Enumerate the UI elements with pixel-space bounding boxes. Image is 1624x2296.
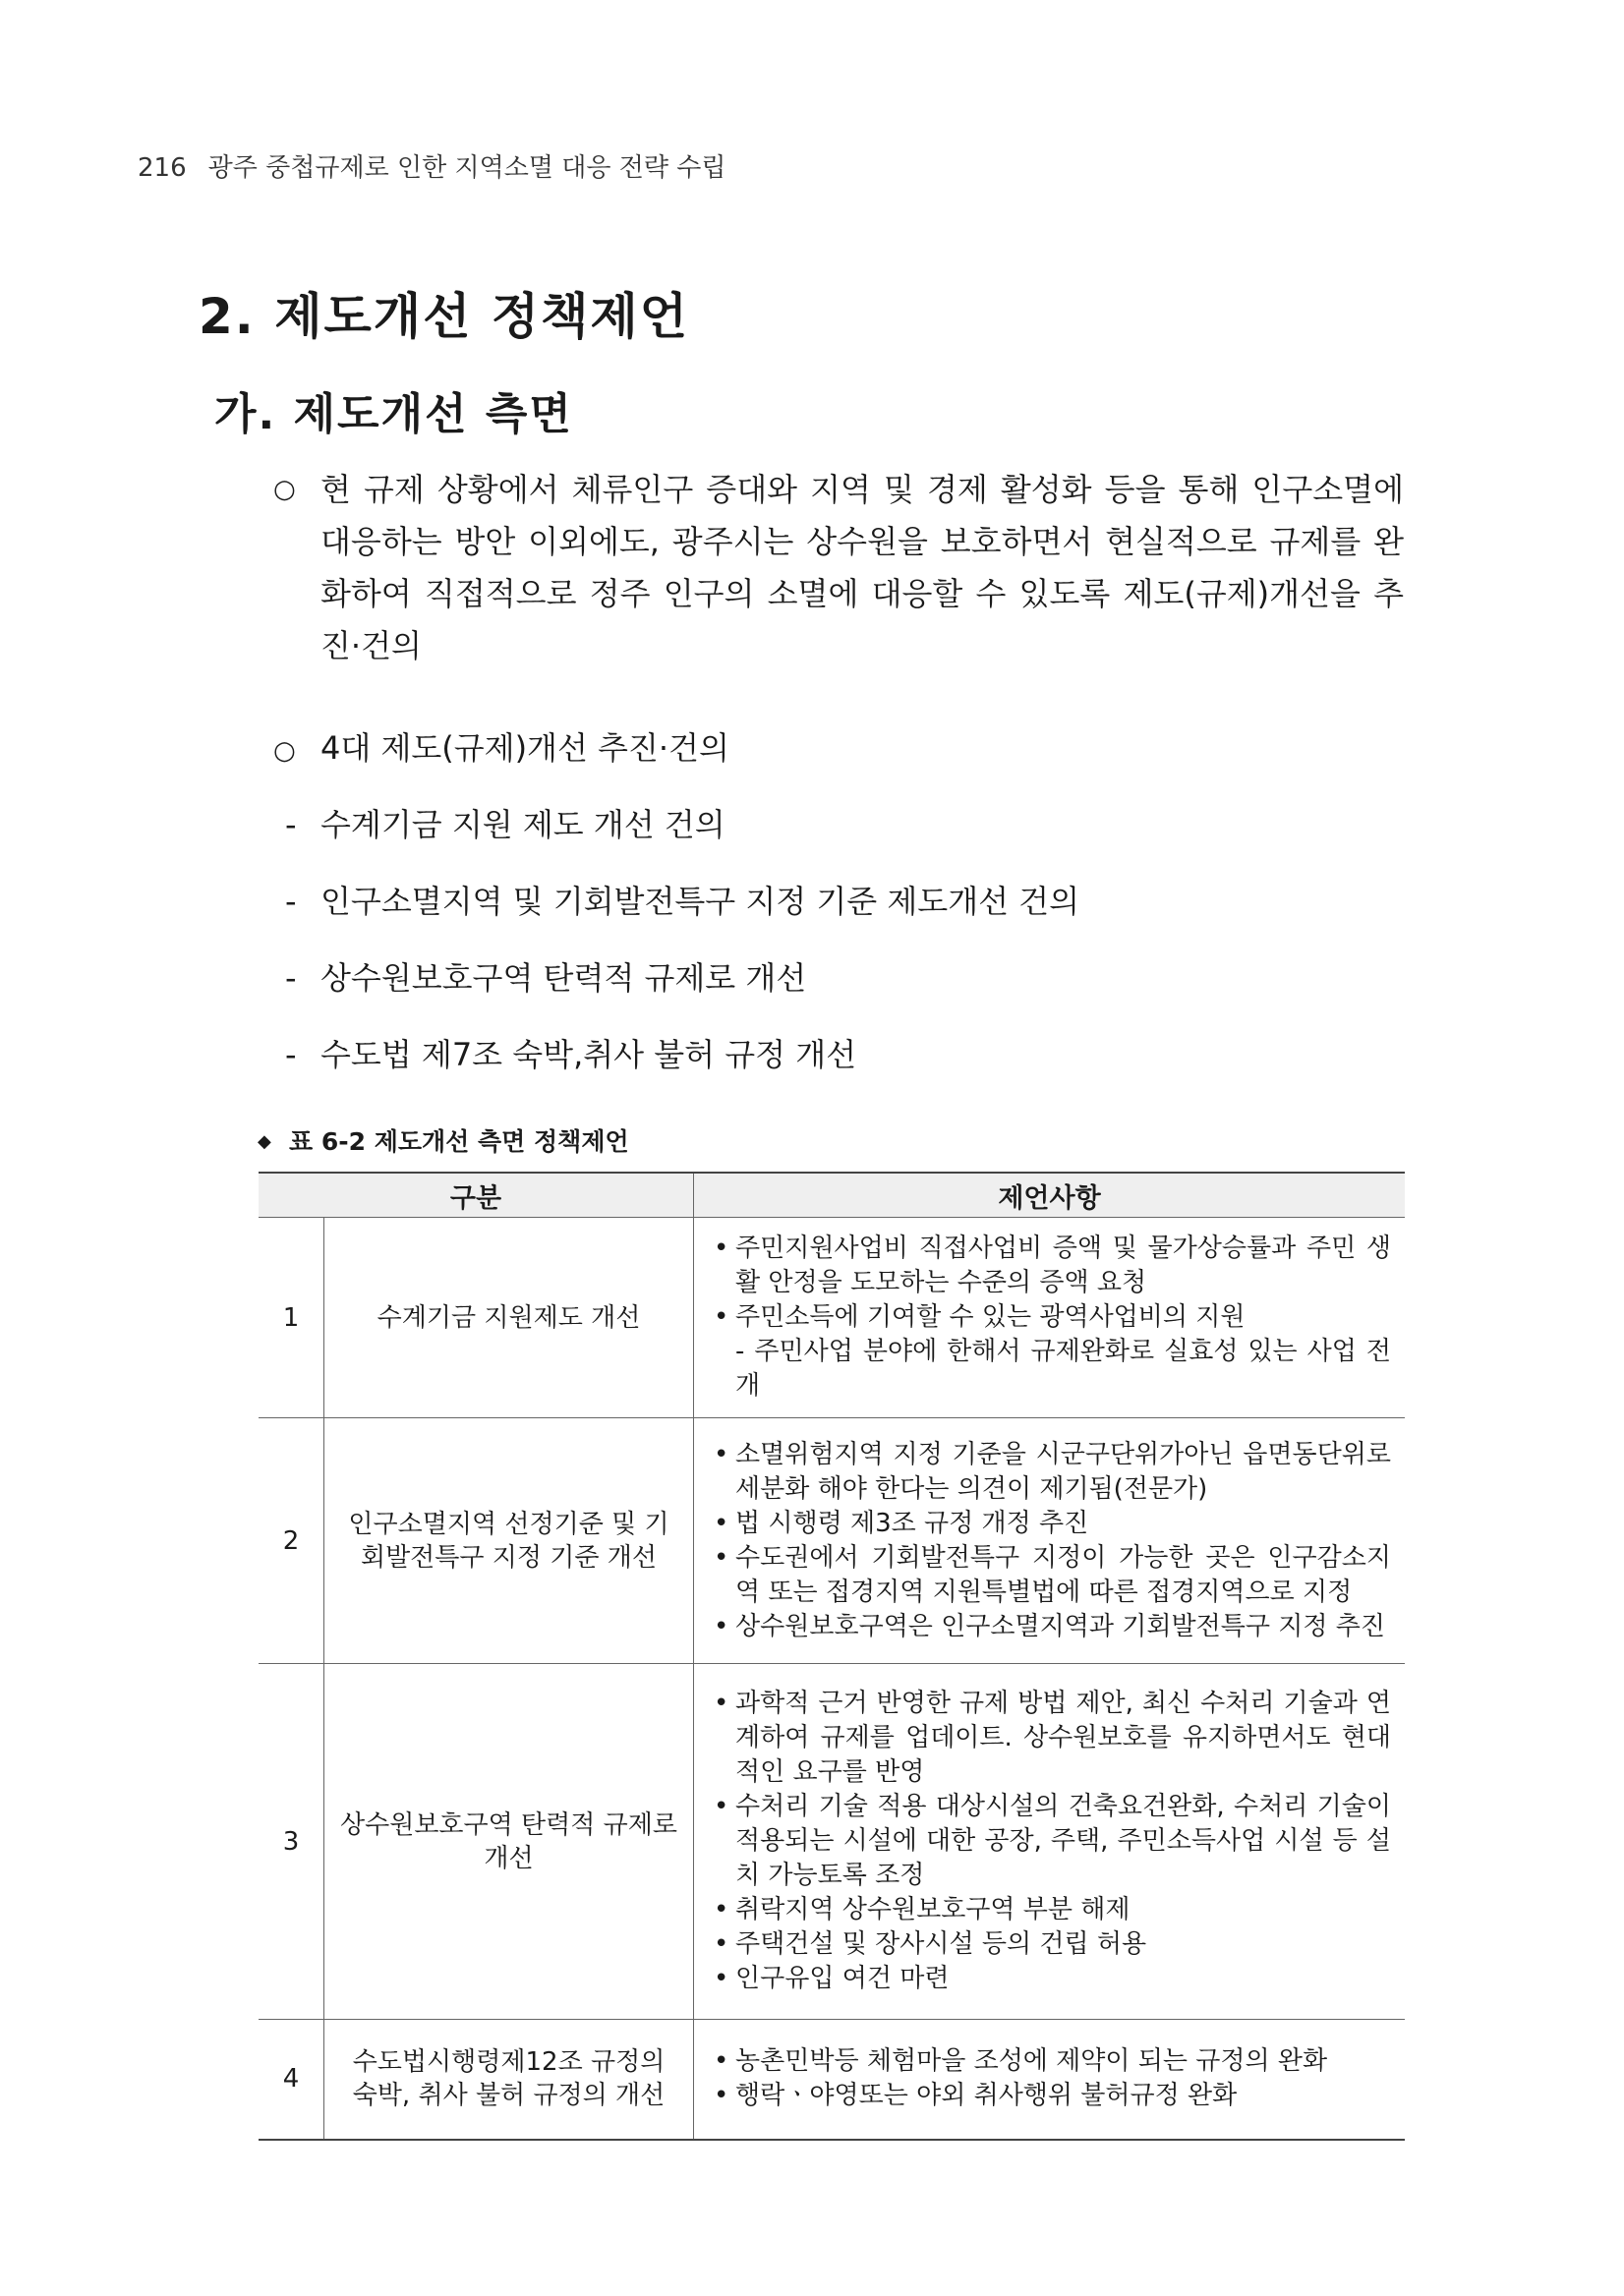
dash-item: - 수도법 제7조 숙박,취사 불허 규정 개선 [285, 1036, 857, 1073]
dash-item-text: 수계기금 지원 제도 개선 건의 [320, 806, 725, 843]
row-number: 2 [259, 1418, 324, 1664]
dash-item-text: 상수원보호구역 탄력적 규제로 개선 [320, 959, 807, 997]
dash-item: - 상수원보호구역 탄력적 규제로 개선 [285, 959, 807, 997]
table-row [259, 1664, 1405, 2020]
row-category: 수계기금 지원제도 개선 [324, 1218, 694, 1418]
table-row [259, 2020, 1405, 2140]
table-row [259, 1418, 1405, 1664]
list-item: • 법 시행령 제3조 규정 개정 추진 [714, 1507, 1391, 1541]
running-title: 광주 중첩규제로 인한 지역소멸 대응 전략 수립 [207, 153, 726, 183]
list-item: • 행락ㆍ야영또는 야외 취사행위 불허규정 완화 [714, 2079, 1391, 2113]
header-category: 구분 [259, 1173, 694, 1218]
row-items [694, 1218, 1406, 1418]
intro-paragraph [273, 464, 1404, 672]
table-caption-text: 표 6-2 제도개선 측면 정책제언 [289, 1127, 629, 1156]
row-number: 1 [259, 1218, 324, 1418]
dash-item: - 수계기금 지원 제도 개선 건의 [285, 806, 725, 843]
list-item: • 수처리 기술 적용 대상시설의 건축요건완화, 수처리 기술이 적용되는 시설에 대한 공장, 주택, 주민소득사업 시설 등 설치 가능토록 조정 [714, 1790, 1391, 1893]
row-number: 4 [259, 2020, 324, 2140]
row-number: 3 [259, 1664, 324, 2020]
row-category: 인구소멸지역 선정기준 및 기회발전특구 지정 기준 개선 [324, 1418, 694, 1664]
row-items [694, 1664, 1406, 2020]
running-header [138, 147, 725, 184]
dash-item: - 인구소멸지역 및 기회발전특구 지정 기준 제도개선 건의 [285, 883, 1080, 920]
list-item: • 수도권에서 기회발전특구 지정이 가능한 곳은 인구감소지역 또는 접경지역 지원특별법에 따른 접경지역으로 지정 [714, 1541, 1391, 1610]
row-category: 상수원보호구역 탄력적 규제로 개선 [324, 1664, 694, 2020]
paragraph-text: 현 규제 상황에서 체류인구 증대와 지역 및 경제 활성화 등을 통해 인구소멸에 대응하는 방안 이외에도, 광주시는 상수원을 보호하면서 현실적으로 규제를 완화하여 직접적으로 정주 인구의 소멸에 대응할 수 있도록 제도(규제)개선을 추진·건의 [320, 471, 1404, 664]
list-item: • 소멸위험지역 지정 기준을 시군구단위가아닌 읍면동단위로 세분화 해야 한다는 의견이 제기됨(전문가) [714, 1438, 1391, 1507]
list-item: • 과학적 근거 반영한 규제 방법 제안, 최신 수처리 기술과 연계하여 규제를 업데이트. 상수원보호를 유지하면서도 현대적인 요구를 반영 [714, 1687, 1391, 1790]
bullet-item [273, 722, 729, 777]
list-item: • 주민지원사업비 직접사업비 증액 및 물가상승률과 주민 생활 안정을 도모하는 수준의 증액 요청 [714, 1232, 1391, 1300]
policy-table [259, 1172, 1405, 2141]
table-caption [258, 1122, 629, 1158]
circle-bullet-icon: ○ [273, 736, 296, 766]
list-item: • 취락지역 상수원보호구역 부분 해제 [714, 1893, 1391, 1927]
diamond-bullet-icon: ◆ [258, 1131, 271, 1152]
header-proposals: 제언사항 [694, 1173, 1406, 1218]
list-subitem: - 주민사업 분야에 한해서 규제완화로 실효성 있는 사업 전개 [735, 1337, 1391, 1401]
row-items [694, 1418, 1406, 1664]
list-item: • 인구유입 여건 마련 [714, 1962, 1391, 1996]
list-item: • 주민소득에 기여할 수 있는 광역사업비의 지원 [714, 1300, 1391, 1335]
page-number: 216 [138, 153, 187, 183]
bullet-text: 4대 제도(규제)개선 추진·건의 [320, 729, 729, 767]
list-item: • 주택건설 및 장사시설 등의 건립 허용 [714, 1927, 1391, 1962]
section-title: 2. 제도개선 정책제언 [199, 288, 689, 345]
subsection-title: 가. 제도개선 측면 [214, 389, 573, 439]
row-category: 수도법시행령제12조 규정의 숙박, 취사 불허 규정의 개선 [324, 2020, 694, 2140]
dash-item-text: 인구소멸지역 및 기회발전특구 지정 기준 제도개선 건의 [320, 883, 1080, 920]
row-items [694, 2020, 1406, 2140]
table-header-row [259, 1173, 1405, 1218]
dash-item-text: 수도법 제7조 숙박,취사 불허 규정 개선 [320, 1036, 857, 1073]
circle-bullet-icon: ○ [273, 475, 296, 504]
list-item: • 농촌민박등 체험마을 조성에 제약이 되는 규정의 완화 [714, 2044, 1391, 2079]
table-row [259, 1218, 1405, 1418]
list-item: • 상수원보호구역은 인구소멸지역과 기회발전특구 지정 추진 [714, 1610, 1391, 1644]
